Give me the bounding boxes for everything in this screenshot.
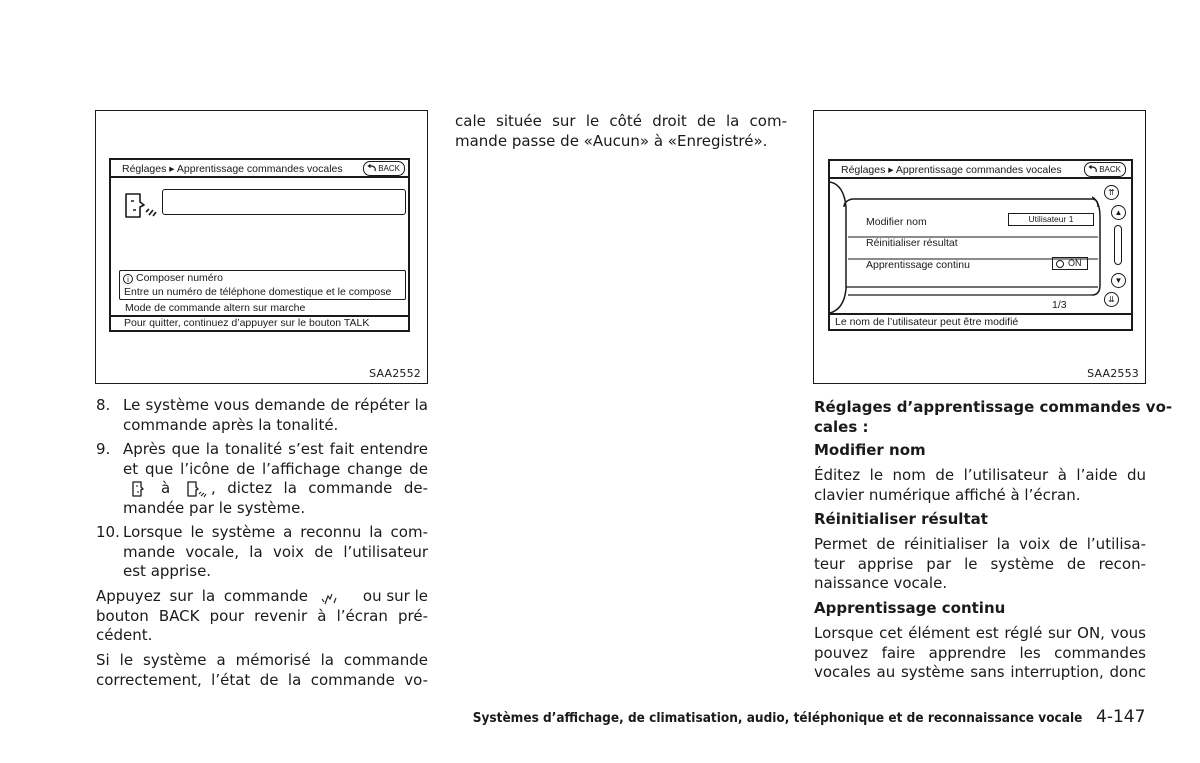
breadcrumb: Réglages ▸ Apprentissage commandes vocales	[122, 163, 343, 175]
text-line: mande passe de «Aucun» à «Enregistré».	[455, 131, 768, 150]
voice-speaking-icon	[186, 481, 208, 498]
text-line: Éditez le nom de l’utilisateur à l’aide du	[814, 466, 1146, 484]
status-line: Pour quitter, continuez d’appuyer sur le bouton TALK	[124, 317, 370, 329]
menu-item-reinitialiser[interactable]: Réinitialiser résultat	[866, 237, 958, 249]
screen-header	[111, 160, 408, 178]
text-line: est apprise.	[123, 562, 212, 580]
page-number: 4-147	[1096, 707, 1146, 727]
scroll-down-icon[interactable]: ▼	[1111, 273, 1126, 288]
paragraph-memorized	[96, 651, 428, 690]
apprentissage-continu-text	[814, 624, 1146, 683]
text-fragment: à	[161, 479, 171, 497]
section-heading	[814, 398, 1173, 437]
text-fragment: , dictez la commande de-	[211, 479, 428, 497]
breadcrumb: Réglages ▸ Apprentissage commandes vocales	[841, 164, 1062, 176]
page-down-icon[interactable]: ⇊	[1104, 292, 1119, 307]
back-label: BACK	[1099, 165, 1121, 174]
text-line: naissance vocale.	[814, 574, 948, 592]
text-line: cédent.	[96, 626, 153, 644]
reinitialiser-text	[814, 535, 1146, 594]
divider	[830, 313, 1131, 315]
user-name-text: Utilisateur 1	[1028, 214, 1074, 224]
figure-voice-settings-screen	[813, 110, 1146, 384]
back-button[interactable]	[1084, 162, 1126, 177]
text-fragment: Appuyez sur la commande	[96, 587, 308, 605]
toggle-label: ON	[1068, 258, 1082, 268]
text-line: bouton BACK pour revenir à l’écran pré-	[96, 606, 428, 625]
step-9-text	[123, 440, 428, 518]
subheading-modifier-nom: Modifier nom	[814, 441, 926, 459]
toggle-indicator-icon	[1056, 260, 1064, 268]
page-up-icon[interactable]: ⇈	[1104, 185, 1119, 200]
modifier-nom-text	[814, 466, 1146, 505]
figure-code: SAA2552	[369, 367, 421, 380]
back-arrow-icon	[367, 164, 377, 173]
text-line: Lorsque le système a reconnu la com-	[123, 523, 428, 541]
figure-code: SAA2553	[1087, 367, 1139, 380]
subheading-apprentissage-continu: Apprentissage continu	[814, 599, 1006, 617]
text-line-with-icons	[123, 479, 428, 499]
back-arrow-icon	[1088, 165, 1098, 174]
text-line: vocales au système sans interruption, donc	[814, 663, 1146, 681]
text-line: correctement, l’état de la commande vo-	[96, 670, 428, 689]
mode-line: Mode de commande altern sur marche	[125, 302, 306, 314]
text-line: Si le système a mémorisé la commande	[96, 651, 428, 669]
user-name-value	[1008, 213, 1094, 226]
step-10-text	[123, 523, 428, 582]
menu-item-apprentissage-continu[interactable]: Apprentissage continu	[866, 259, 970, 271]
display-screen	[109, 158, 410, 332]
back-button[interactable]	[363, 161, 405, 176]
text-line: cale située sur le côté droit de la com-	[455, 112, 787, 130]
info-icon: i	[123, 274, 133, 284]
text-line: clavier numérique affiché à l’écran.	[814, 485, 1081, 504]
subheading-reinitialiser: Réinitialiser résultat	[814, 510, 988, 528]
column-2-text	[455, 112, 787, 151]
text-line: commande après la tonalité.	[123, 415, 339, 434]
scroll-up-icon[interactable]: ▲	[1111, 205, 1126, 220]
page-indicator: 1/3	[1052, 299, 1067, 311]
text-line-with-icon	[96, 587, 428, 607]
info-description: Entre un numéro de téléphone domestique et le compose	[124, 286, 392, 298]
figure-voice-learning-screen	[95, 110, 428, 384]
text-line: Après que la tonalité s’est fait entendre	[123, 440, 428, 458]
voice-listening-icon	[131, 481, 145, 498]
paragraph-back	[96, 587, 428, 646]
voice-speaking-icon	[122, 190, 160, 222]
scrollbar[interactable]	[1114, 225, 1122, 265]
text-line: Réglages d’apprentissage commandes vo-	[814, 398, 1173, 416]
back-label: BACK	[378, 164, 400, 173]
step-8-number: 8.	[96, 396, 111, 414]
talk-button-icon	[320, 590, 340, 606]
text-line: mandée par le système.	[123, 498, 306, 517]
voice-input-field	[162, 189, 406, 215]
step-10-number: 10.	[96, 523, 120, 541]
display-screen	[828, 159, 1133, 331]
on-toggle[interactable]	[1052, 257, 1088, 270]
text-line: pouvez faire apprendre les commandes	[814, 643, 1146, 662]
text-line: et que l’icône de l’affichage change de	[123, 459, 428, 478]
info-title: Composer numéro	[136, 272, 223, 284]
text-fragment: ou sur le	[362, 587, 428, 605]
info-box	[119, 270, 406, 300]
text-line: Le système vous demande de répéter la	[123, 396, 428, 414]
text-line: teur apprise par le système de recon-	[814, 554, 1146, 573]
footer-title: Systèmes d’affichage, de climatisation, audio, téléphonique et de reconnaissance vocale	[472, 710, 1082, 726]
text-line: mande vocale, la voix de l’utilisateur	[123, 542, 428, 561]
menu-item-modifier-nom[interactable]: Modifier nom	[866, 216, 927, 228]
text-line: cales :	[814, 417, 869, 436]
text-line: Lorsque cet élément est réglé sur ON, vous	[814, 624, 1146, 642]
text-line: Permet de réinitialiser la voix de l’utilisa-	[814, 535, 1146, 553]
step-8-text	[123, 396, 428, 435]
step-9-number: 9.	[96, 440, 111, 458]
status-line: Le nom de l’utilisateur peut être modifié	[835, 316, 1019, 328]
